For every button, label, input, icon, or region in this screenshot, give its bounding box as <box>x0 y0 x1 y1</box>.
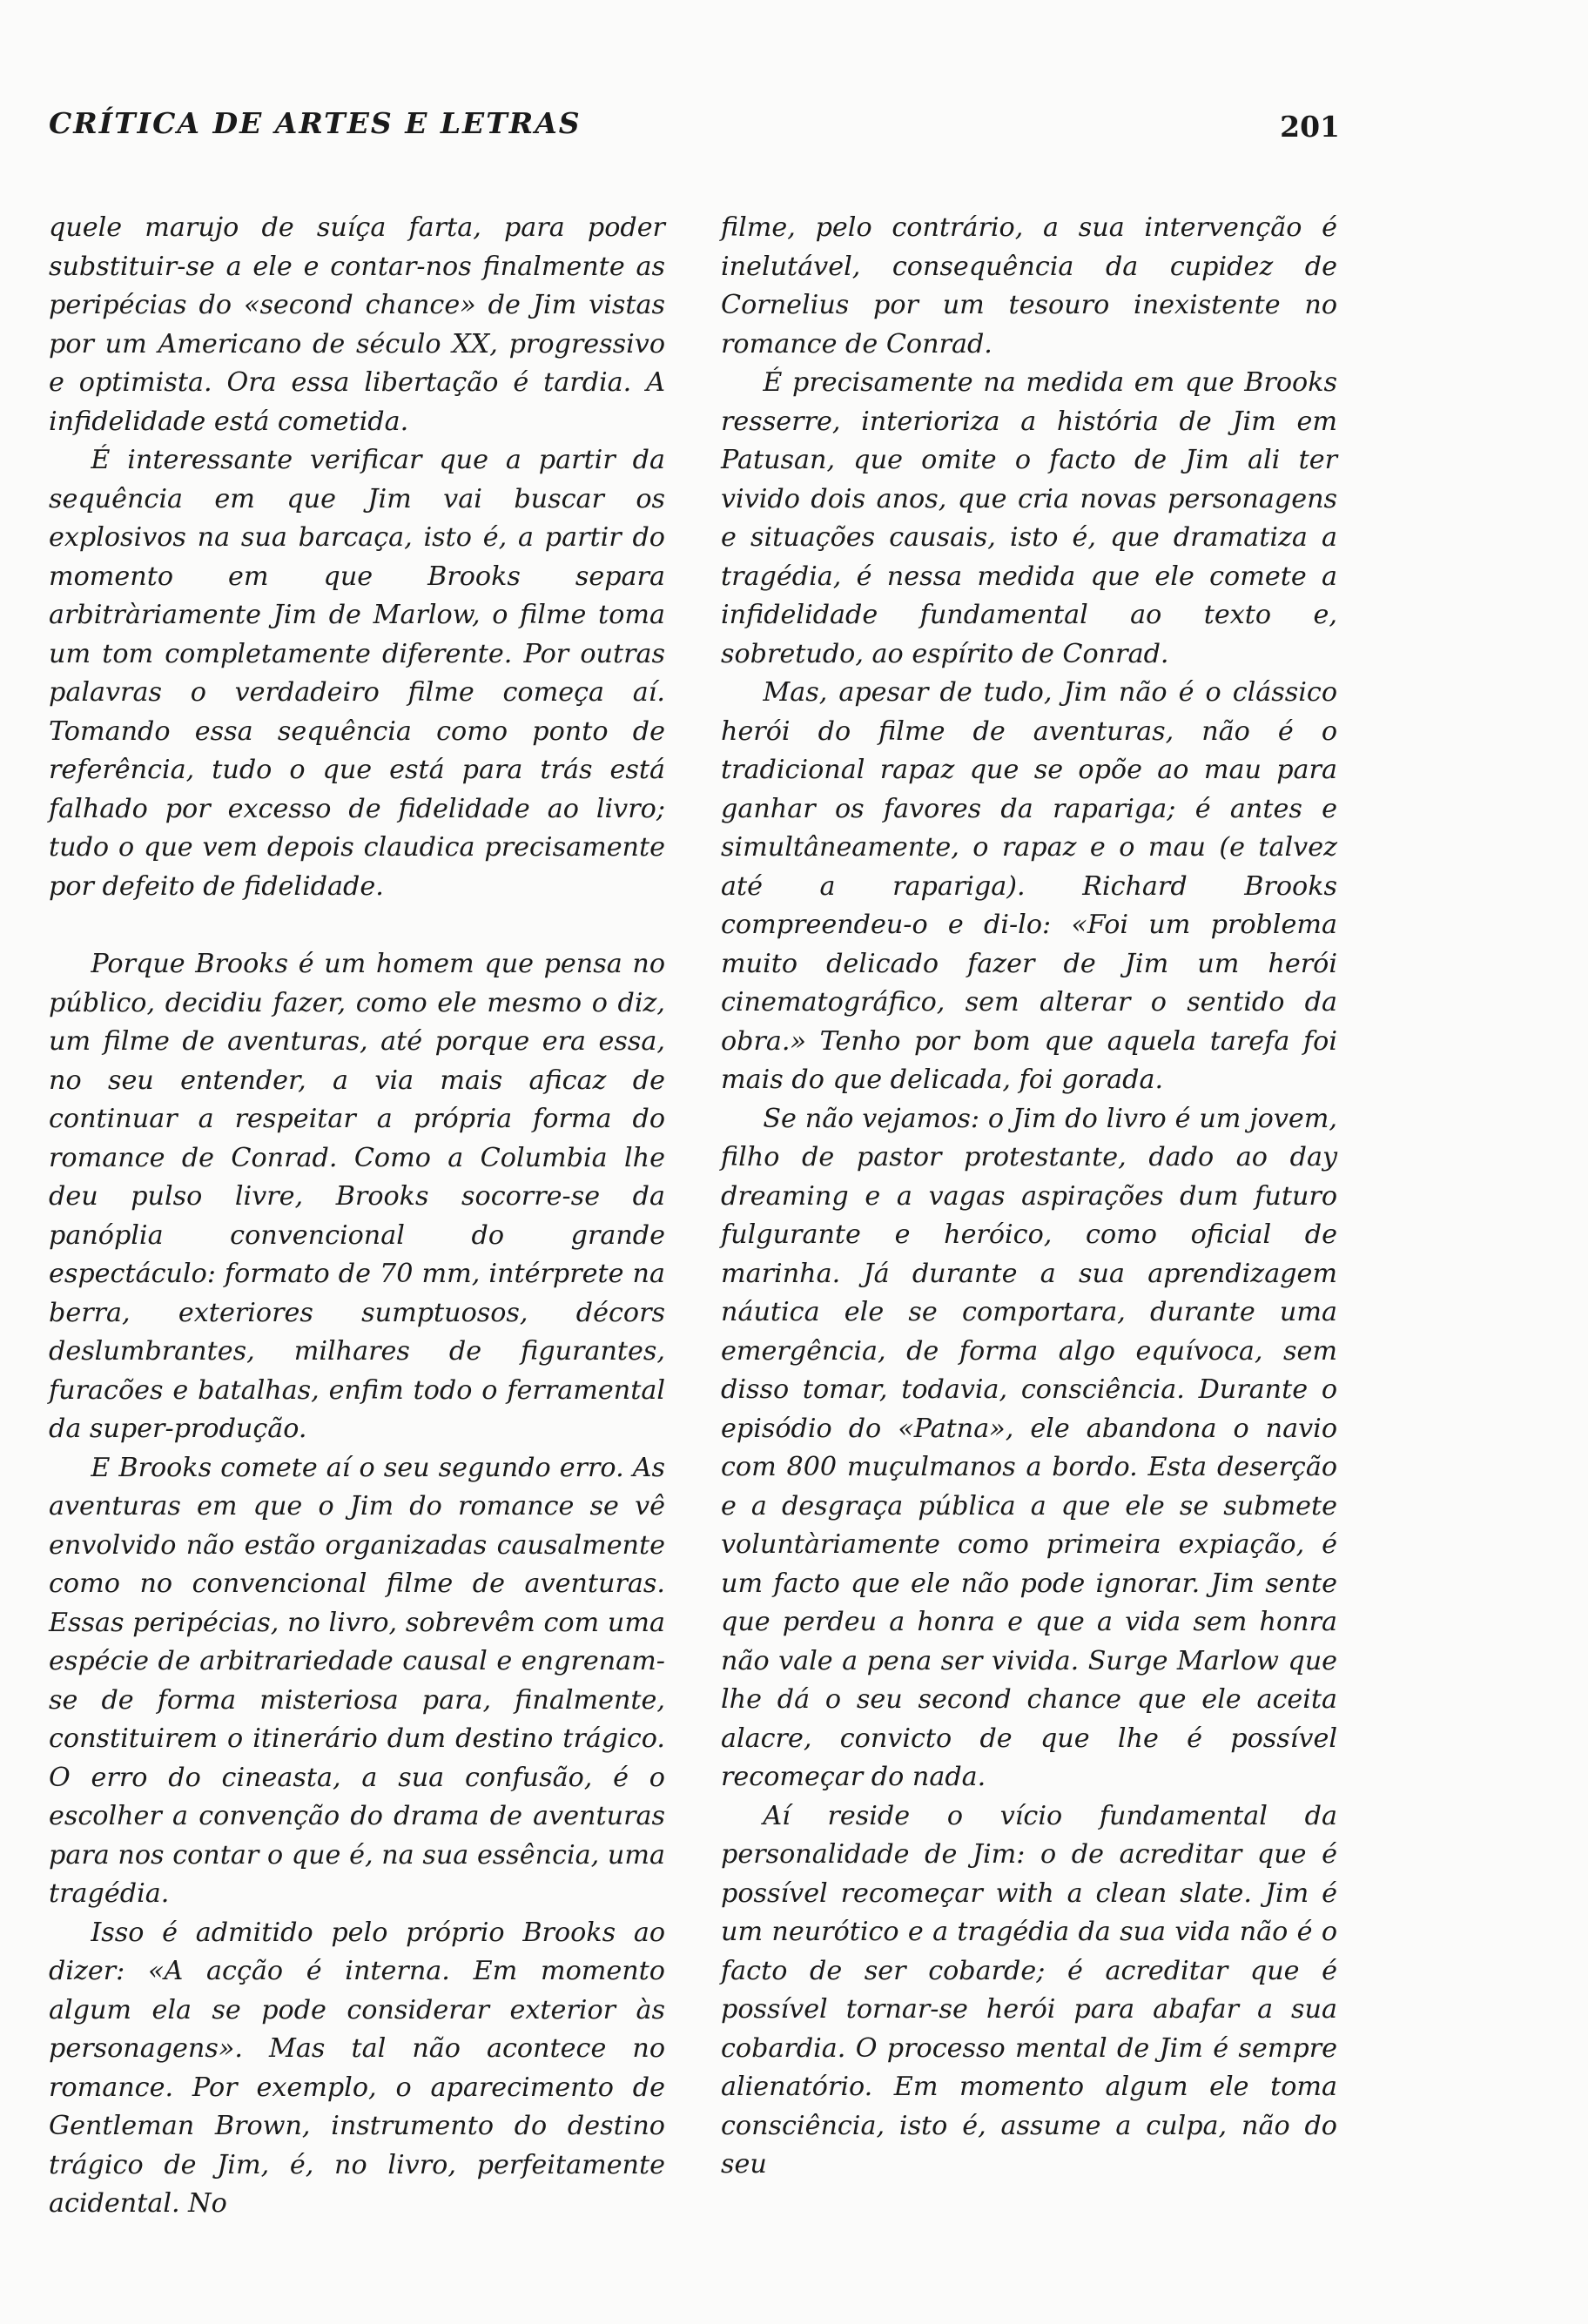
paragraph: filme, pelo contrário, a sua intervenção é inelutável, consequência da cupidez de Cornelius por um tesouro inexistente no romance de Conrad. <box>721 212 1337 359</box>
page-number: 201 <box>1280 110 1340 144</box>
paragraph: Porque Brooks é um homem que pensa no público, decidiu fazer, como ele mesmo o diz, um filme de aventuras, até porque era essa, no seu entender, a via mais aficaz de continuar a respeitar a própria forma do romance de Conrad. Como a Columbia lhe deu pulso livre, Brooks socorre-se da panóplia convencional do grande espectáculo: formato de 70 mm, intérprete na berra, exteriores sumptuosos, décors deslumbrantes, milhares de figurantes, furacões e batalhas, enfim todo o ferramental da super-produção. <box>49 949 665 1444</box>
paragraph: Se não vejamos: o Jim do livro é um jovem, filho de pastor protestante, dado ao day dreaming e a vagas aspirações dum futuro fulgurante e heróico, como oficial de marinha. Já durante a sua aprendizagem náutica ele se comportara, durante uma emergência, de forma algo equívoca, sem disso tomar, todavia, consciência. Durante o episódio do «Patna», ele abandona o navio com 800 muçulmanos a bordo. Esta deserção e a desgraça pública a que ele se submete voluntàriamente como primeira expiação, é um facto que ele não pode ignorar. Jim sente que perdeu a honra e que a vida sem honra não vale a pena ser vivida. Surge Marlow que lhe dá o seu second chance que ele aceita alacre, convicto de que lhe é possível recomeçar do nada. <box>721 1103 1337 1792</box>
paragraph: É precisamente na medida em que Brooks resserre, interioriza a história de Jim em Patusan, que omite o facto de Jim ali ter vivido dois anos, que cria novas personagens e situações causais, isto é, que dramatiza a tragédia, é nessa medida que ele comete a infidelidade fundamental ao texto e, sobretudo, ao espírito de Conrad. <box>721 367 1337 669</box>
paragraph: Isso é admitido pelo próprio Brooks ao dizer: «A acção é interna. Em momento algum ela se pode considerar exterior às personagens». Mas tal não acontece no romance. Por exemplo, o aparecimento de Gentleman Brown, instrumento do destino trágico de Jim, é, no livro, perfeitamente acidental. No <box>49 1917 665 2219</box>
text-column-right <box>721 209 1337 2185</box>
paragraph: quele marujo de suíça farta, para poder substituir-se a ele e contar-nos finalmente as peripécias do «second chance» de Jim vistas por um Americano de século XX, progressivo e optimista. Ora essa libertação é tardia. A infidelidade está cometida. <box>49 212 665 437</box>
paragraph: Mas, apesar de tudo, Jim não é o clássico herói do filme de aventuras, não é o tradicional rapaz que se opõe ao mau para ganhar os favores da rapariga; é antes e simultâneamente, o rapaz e o mau (e talvez até a rapariga). Richard Brooks compreendeu-o e di-lo: «Foi um problema muito delicado fazer de Jim um herói cinematográfico, sem alterar o sentido da obra.» Tenho por bom que aquela tarefa foi mais do que delicada, foi gorada. <box>721 677 1337 1095</box>
paragraph: E Brooks comete aí o seu segundo erro. As aventuras em que o Jim do romance se vê envolvido não estão organizadas causalmente como no convencional filme de aventuras. Essas peripécias, no livro, sobrevêm com uma espécie de arbitrariedade causal e engrenam-se de forma misteriosa para, finalmente, constituirem o itinerário dum destino trágico. O erro do cineasta, a sua confusão, é o escolher a convenção do drama de aventuras para nos contar o que é, na sua essência, uma tragédia. <box>49 1452 665 1909</box>
paragraph: Aí reside o vício fundamental da personalidade de Jim: o de acreditar que é possível recomeçar with a clean slate. Jim é um neurótico e a tragédia da sua vida não é o facto de ser cobarde; é acreditar que é possível tornar-se herói para abafar a sua cobardia. O processo mental de Jim é sempre alienatório. Em momento algum ele toma consciência, isto é, assume a culpa, não do seu <box>721 1800 1337 2180</box>
text-column-left <box>49 209 665 2224</box>
paragraph: É interessante verificar que a partir da sequência em que Jim vai buscar os explosivos na sua barcaça, isto é, a partir do momento em que Brooks separa arbitràriamente Jim de Marlow, o filme toma um tom completamente diferente. Por outras palavras o verdadeiro filme começa aí. Tomando essa sequência como ponto de referência, tudo o que está para trás está falhado por excesso de fidelidade ao livro; tudo o que vem depois claudica precisamente por defeito de fidelidade. <box>49 445 665 902</box>
running-title: CRÍTICA DE ARTES E LETRAS <box>49 106 582 140</box>
